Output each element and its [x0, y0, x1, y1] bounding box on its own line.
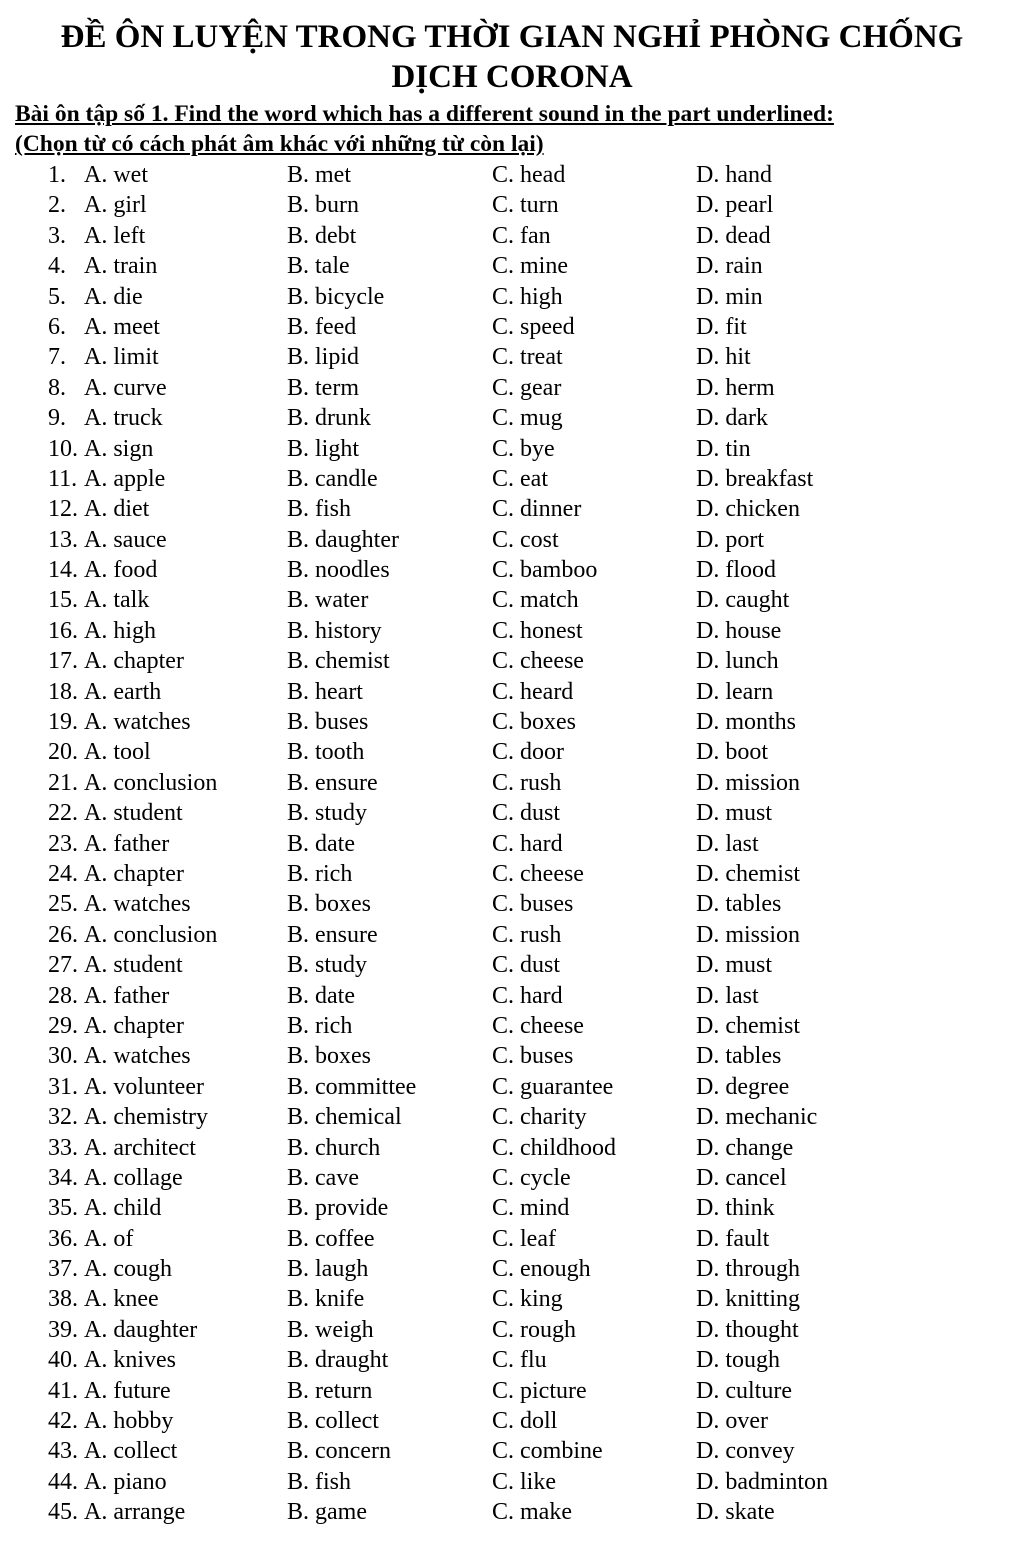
option-b: B. return [287, 1377, 373, 1404]
option-a: A. chapter [84, 1012, 184, 1039]
option-b: B. water [287, 587, 369, 614]
option-c: C. rush [492, 921, 562, 948]
option-c: C. treat [492, 344, 563, 371]
question-row [0, 525, 1024, 555]
question-number: 27. [48, 952, 78, 979]
question-number: 8. [48, 374, 66, 401]
option-d: D. dead [696, 222, 771, 249]
question-number: 34. [48, 1164, 78, 1191]
option-a: A. arrange [84, 1499, 186, 1526]
question-number: 14. [48, 557, 78, 584]
option-a: A. student [84, 800, 183, 827]
option-d: D. thought [696, 1316, 799, 1343]
option-d: D. house [696, 617, 782, 644]
option-d: D. pearl [696, 192, 774, 219]
option-a: A. food [84, 557, 158, 584]
question-row [0, 555, 1024, 585]
option-a: A. hobby [84, 1408, 174, 1435]
option-d: D. tough [696, 1347, 780, 1374]
question-row [0, 1315, 1024, 1345]
question-row [0, 190, 1024, 220]
question-number: 31. [48, 1073, 78, 1100]
option-a: A. student [84, 952, 183, 979]
option-b: B. rich [287, 860, 353, 887]
question-row [0, 859, 1024, 889]
option-b: B. date [287, 982, 355, 1009]
option-b: B. boxes [287, 1043, 371, 1070]
question-row [0, 494, 1024, 524]
option-a: A. chemistry [84, 1104, 208, 1131]
option-b: B. ensure [287, 921, 378, 948]
option-a: A. of [84, 1225, 134, 1252]
page-title-line-2: DỊCH CORONA [391, 59, 633, 95]
option-b: B. buses [287, 709, 369, 736]
option-b: B. provide [287, 1195, 389, 1222]
option-c: C. door [492, 739, 564, 766]
option-b: B. weigh [287, 1316, 374, 1343]
option-c: C. speed [492, 313, 575, 340]
question-row [0, 1497, 1024, 1527]
option-d: D. must [696, 800, 773, 827]
option-b: B. cave [287, 1164, 359, 1191]
option-b: B. committee [287, 1073, 417, 1100]
option-d: D. min [696, 283, 763, 310]
option-d: D. months [696, 709, 797, 736]
option-a: A. father [84, 982, 170, 1009]
question-number: 22. [48, 800, 78, 827]
option-a: A. wet [84, 162, 148, 188]
question-row [0, 1345, 1024, 1375]
option-c: C. heard [492, 678, 574, 705]
option-d: D. degree [696, 1073, 790, 1100]
option-b: B. candle [287, 465, 378, 492]
option-c: C. leaf [492, 1225, 556, 1252]
option-b: B. concern [287, 1438, 391, 1465]
question-row [0, 981, 1024, 1011]
question-number: 18. [48, 678, 78, 705]
question-row [0, 1133, 1024, 1163]
option-c: C. cost [492, 526, 559, 553]
question-row [0, 1254, 1024, 1284]
question-number: 38. [48, 1286, 78, 1313]
option-c: C. bamboo [492, 557, 598, 584]
option-a: A. die [84, 283, 143, 310]
option-b: B. lipid [287, 344, 360, 371]
question-number: 15. [48, 587, 78, 614]
question-number: 40. [48, 1347, 78, 1374]
question-number: 1. [48, 162, 66, 188]
question-row [0, 829, 1024, 859]
question-number: 20. [48, 739, 78, 766]
option-c: C. dinner [492, 496, 582, 523]
option-a: A. meet [84, 313, 160, 340]
option-c: C. cheese [492, 648, 584, 675]
question-row [0, 373, 1024, 403]
question-number: 41. [48, 1377, 78, 1404]
option-d: D. port [696, 526, 764, 553]
question-number: 10. [48, 435, 78, 462]
question-number: 37. [48, 1256, 78, 1283]
option-c: C. fan [492, 222, 551, 249]
option-a: A. conclusion [84, 769, 218, 796]
option-d: D. last [696, 830, 759, 857]
option-c: C. mug [492, 405, 563, 432]
option-a: A. high [84, 617, 156, 644]
option-a: A. sign [84, 435, 154, 462]
option-a: A. child [84, 1195, 162, 1222]
option-c: C. hard [492, 982, 563, 1009]
option-a: A. girl [84, 192, 147, 219]
option-a: A. diet [84, 496, 150, 523]
option-a: A. tool [84, 739, 151, 766]
option-d: D. flood [696, 557, 776, 584]
option-a: A. conclusion [84, 921, 218, 948]
option-a: A. knee [84, 1286, 159, 1313]
option-a: A. collect [84, 1438, 178, 1465]
option-b: B. study [287, 952, 368, 979]
option-d: D. chicken [696, 496, 800, 523]
question-row [0, 1224, 1024, 1254]
option-d: D. mission [696, 769, 801, 796]
option-c: C. honest [492, 617, 583, 644]
option-b: B. debt [287, 222, 357, 249]
question-row [0, 282, 1024, 312]
option-d: D. skate [696, 1499, 775, 1526]
option-d: D. hit [696, 344, 751, 371]
question-number: 23. [48, 830, 78, 857]
option-a: A. knives [84, 1347, 176, 1374]
option-c: C. charity [492, 1104, 587, 1131]
question-row [0, 950, 1024, 980]
option-c: C. hard [492, 830, 563, 857]
option-b: B. history [287, 617, 382, 644]
question-number: 43. [48, 1438, 78, 1465]
question-number: 33. [48, 1134, 78, 1161]
option-b: B. chemist [287, 648, 390, 675]
page-title-line-1: ĐỀ ÔN LUYỆN TRONG THỜI GIAN NGHỈ PHÒNG CHỐNG [60, 19, 964, 55]
option-c: C. cheese [492, 1012, 584, 1039]
option-d: D. culture [696, 1377, 792, 1404]
option-d: D. over [696, 1408, 768, 1435]
question-number: 36. [48, 1225, 78, 1252]
option-a: A. watches [84, 709, 191, 736]
option-c: C. buses [492, 1043, 574, 1070]
question-number: 25. [48, 891, 78, 918]
option-d: D. hand [696, 162, 772, 188]
question-number: 12. [48, 496, 78, 523]
question-number: 17. [48, 648, 78, 675]
option-c: C. head [492, 162, 566, 188]
option-b: B. tale [287, 253, 350, 280]
option-c: C. rough [492, 1316, 576, 1343]
question-row [0, 889, 1024, 919]
option-d: D. cancel [696, 1164, 787, 1191]
option-b: B. church [287, 1134, 381, 1161]
option-b: B. noodles [287, 557, 390, 584]
question-number: 21. [48, 769, 78, 796]
option-c: C. mind [492, 1195, 570, 1222]
option-b: B. fish [287, 496, 352, 523]
option-d: D. dark [696, 405, 768, 432]
option-b: B. light [287, 435, 360, 462]
option-c: C. combine [492, 1438, 603, 1465]
section-subheading: (Chọn từ có cách phát âm khác với những từ còn lại) [15, 131, 544, 157]
question-row [0, 1193, 1024, 1223]
option-a: A. earth [84, 678, 162, 705]
question-row [0, 1041, 1024, 1071]
option-d: D. mechanic [696, 1104, 818, 1131]
option-b: B. burn [287, 192, 359, 219]
question-number: 4. [48, 253, 66, 280]
option-b: B. laugh [287, 1256, 369, 1283]
question-row [0, 434, 1024, 464]
option-b: B. tooth [287, 739, 365, 766]
question-row [0, 1376, 1024, 1406]
option-d: D. breakfast [696, 465, 814, 492]
option-c: C. enough [492, 1256, 591, 1283]
option-d: D. through [696, 1256, 800, 1283]
question-row [0, 1072, 1024, 1102]
question-row [0, 1102, 1024, 1132]
option-a: A. talk [84, 587, 150, 614]
option-b: B. met [287, 162, 351, 188]
question-number: 30. [48, 1043, 78, 1070]
option-c: C. cheese [492, 860, 584, 887]
option-a: A. architect [84, 1134, 196, 1161]
question-row [0, 1011, 1024, 1041]
question-list [0, 160, 1024, 1528]
section-heading: Bài ôn tập số 1. Find the word which has a different sound in the part underlined: [15, 101, 834, 127]
option-b: B. daughter [287, 526, 399, 553]
option-a: A. piano [84, 1468, 167, 1495]
option-c: C. make [492, 1499, 572, 1526]
question-row [0, 1284, 1024, 1314]
option-d: D. herm [696, 374, 775, 401]
question-number: 16. [48, 617, 78, 644]
question-row [0, 737, 1024, 767]
option-c: C. picture [492, 1377, 587, 1404]
option-b: B. knife [287, 1286, 365, 1313]
option-d: D. badminton [696, 1468, 828, 1495]
question-row [0, 312, 1024, 342]
question-row [0, 616, 1024, 646]
option-a: A. future [84, 1377, 171, 1404]
option-c: C. dust [492, 800, 561, 827]
question-row [0, 221, 1024, 251]
option-c: C. bye [492, 435, 555, 462]
option-c: C. boxes [492, 709, 576, 736]
option-d: D. rain [696, 253, 763, 280]
option-a: A. sauce [84, 526, 167, 553]
option-a: A. limit [84, 344, 159, 371]
question-number: 32. [48, 1104, 78, 1131]
option-a: A. apple [84, 465, 166, 492]
question-number: 19. [48, 709, 78, 736]
option-c: C. gear [492, 374, 562, 401]
question-row [0, 707, 1024, 737]
question-row [0, 768, 1024, 798]
option-c: C. king [492, 1286, 563, 1313]
option-c: C. eat [492, 465, 548, 492]
question-row [0, 585, 1024, 615]
option-b: B. date [287, 830, 355, 857]
option-a: A. watches [84, 1043, 191, 1070]
option-b: B. ensure [287, 769, 378, 796]
option-a: A. train [84, 253, 158, 280]
option-d: D. knitting [696, 1286, 801, 1313]
question-number: 9. [48, 405, 66, 432]
option-a: A. cough [84, 1256, 172, 1283]
option-c: C. guarantee [492, 1073, 614, 1100]
question-number: 3. [48, 222, 66, 249]
option-b: B. rich [287, 1012, 353, 1039]
option-d: D. think [696, 1195, 775, 1222]
option-c: C. turn [492, 192, 559, 219]
option-a: A. watches [84, 891, 191, 918]
question-number: 11. [48, 465, 78, 492]
question-number: 29. [48, 1012, 78, 1039]
option-d: D. convey [696, 1438, 795, 1465]
option-b: B. heart [287, 678, 363, 705]
question-number: 24. [48, 860, 78, 887]
question-row [0, 646, 1024, 676]
option-b: B. collect [287, 1408, 379, 1435]
option-a: A. chapter [84, 648, 184, 675]
option-b: B. bicycle [287, 283, 385, 310]
option-b: B. draught [287, 1347, 389, 1374]
option-c: C. high [492, 283, 563, 310]
option-b: B. term [287, 374, 359, 401]
option-b: B. drunk [287, 405, 371, 432]
option-d: D. boot [696, 739, 768, 766]
option-d: D. learn [696, 678, 774, 705]
option-b: B. feed [287, 313, 357, 340]
question-number: 26. [48, 921, 78, 948]
option-a: A. left [84, 222, 146, 249]
option-a: A. volunteer [84, 1073, 204, 1100]
option-c: C. rush [492, 769, 562, 796]
option-d: D. chemist [696, 860, 800, 887]
question-row [0, 342, 1024, 372]
question-number: 28. [48, 982, 78, 1009]
question-number: 6. [48, 313, 66, 340]
option-b: B. study [287, 800, 368, 827]
question-row [0, 160, 1024, 190]
option-c: C. mine [492, 253, 568, 280]
option-d: D. fault [696, 1225, 770, 1252]
option-d: D. tables [696, 1043, 782, 1070]
question-number: 13. [48, 526, 78, 553]
option-a: A. curve [84, 374, 167, 401]
option-d: D. mission [696, 921, 801, 948]
option-b: B. fish [287, 1468, 352, 1495]
question-row [0, 677, 1024, 707]
option-a: A. truck [84, 405, 163, 432]
option-c: C. like [492, 1468, 556, 1495]
option-d: D. must [696, 952, 773, 979]
option-c: C. flu [492, 1347, 547, 1374]
option-a: A. chapter [84, 860, 184, 887]
option-d: D. tin [696, 435, 751, 462]
question-row [0, 1436, 1024, 1466]
option-c: C. buses [492, 891, 574, 918]
option-b: B. boxes [287, 891, 371, 918]
option-d: D. fit [696, 313, 747, 340]
option-d: D. caught [696, 587, 790, 614]
question-row [0, 1163, 1024, 1193]
question-number: 35. [48, 1195, 78, 1222]
question-row [0, 464, 1024, 494]
option-d: D. chemist [696, 1012, 800, 1039]
option-b: B. game [287, 1499, 367, 1526]
question-row [0, 1406, 1024, 1436]
question-number: 44. [48, 1468, 78, 1495]
option-d: D. lunch [696, 648, 779, 675]
option-a: A. father [84, 830, 170, 857]
option-c: C. cycle [492, 1164, 571, 1191]
question-number: 2. [48, 192, 66, 219]
option-a: A. daughter [84, 1316, 198, 1343]
question-number: 5. [48, 283, 66, 310]
option-a: A. collage [84, 1164, 183, 1191]
option-c: C. match [492, 587, 579, 614]
option-c: C. dust [492, 952, 561, 979]
question-number: 39. [48, 1316, 78, 1343]
option-c: C. doll [492, 1408, 558, 1435]
option-c: C. childhood [492, 1134, 616, 1161]
question-row [0, 251, 1024, 281]
option-b: B. chemical [287, 1104, 402, 1131]
question-row [0, 1467, 1024, 1497]
question-row [0, 798, 1024, 828]
question-number: 7. [48, 344, 66, 371]
option-d: D. last [696, 982, 759, 1009]
option-d: D. tables [696, 891, 782, 918]
question-row [0, 403, 1024, 433]
option-b: B. coffee [287, 1225, 375, 1252]
question-number: 45. [48, 1499, 78, 1526]
question-row [0, 920, 1024, 950]
question-number: 42. [48, 1408, 78, 1435]
option-d: D. change [696, 1134, 794, 1161]
